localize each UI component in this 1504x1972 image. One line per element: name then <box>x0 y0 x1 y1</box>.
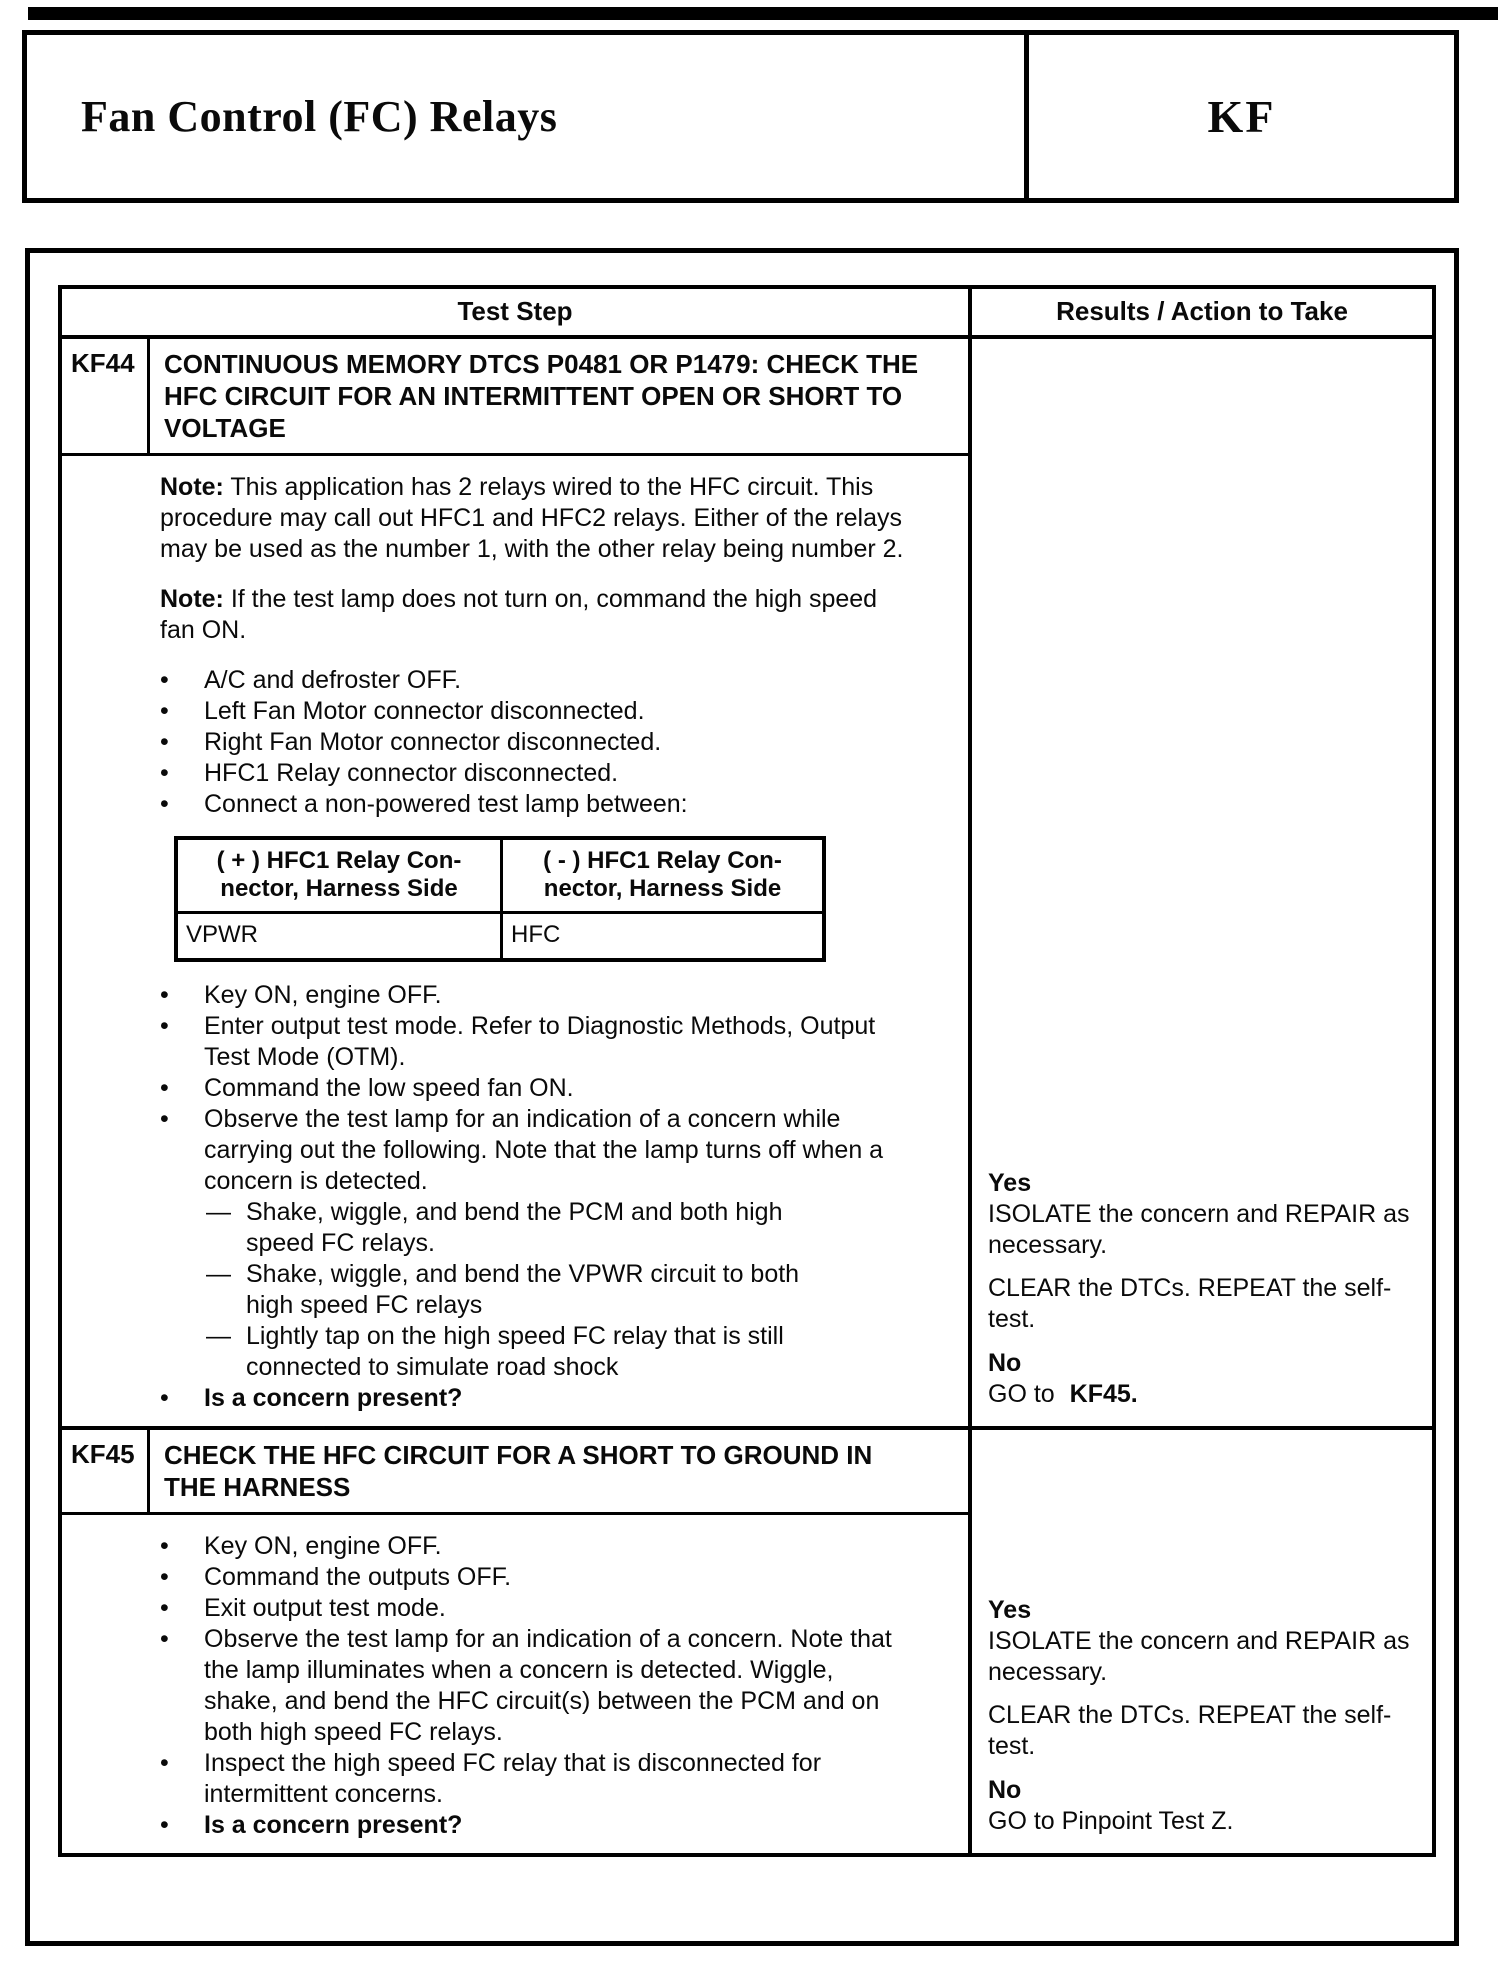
final-question: • Is a concern present? <box>160 1384 463 1412</box>
kf44-test-id: KF44 <box>62 339 150 453</box>
connector-table <box>174 836 826 962</box>
connector-table-header-negative: ( - ) HFC1 Relay Con- nector, Harness Side <box>500 840 822 914</box>
bullet-icon: • <box>160 1105 169 1133</box>
table-header-row <box>62 289 1432 339</box>
test-row-kf44 <box>62 339 1432 1430</box>
kf45-question: CHECK THE HFC CIRCUIT FOR A SHORT TO GROUND IN THE HARNESS <box>164 1440 873 1502</box>
kf45-results-cell <box>968 1430 1432 1853</box>
bullet-icon: • <box>160 1563 169 1591</box>
result-no-label: No <box>988 1776 1022 1804</box>
note-label: Note: <box>160 473 224 501</box>
list-item: • Key ON, engine OFF. <box>160 1532 442 1560</box>
kf44-question-band <box>62 339 968 456</box>
page-header-right <box>1024 35 1454 198</box>
kf44-note-1 <box>160 472 905 565</box>
result-yes-action: CLEAR the DTCs. REPEAT the self-test. <box>988 1274 1392 1333</box>
note-text: This application has 2 relays wired to the HFC circuit. This procedure may call out HFC1 and HFC2 relays. Either of the relays may be used as the number 1, with the other relay being number 2. <box>160 473 904 563</box>
final-question: • Is a concern present? <box>160 1811 463 1839</box>
bullet-icon: • <box>160 1625 169 1653</box>
scan-edge-artifact <box>28 7 1498 20</box>
page-header <box>22 30 1459 203</box>
list-item: • Left Fan Motor connector disconnected. <box>160 697 645 725</box>
list-item: • Observe the test lamp for an indication of a concern. Note that the lamp illuminates when a concern is detected. Wiggle, shake, and bend the HFC circuit(s) between the PCM and on both high speed FC relays. <box>160 1625 892 1746</box>
result-no-action: GO to KF45. <box>988 1380 1138 1408</box>
result-no-label: No <box>988 1349 1022 1377</box>
bullet-icon: • <box>160 666 169 694</box>
kf44-test-step-cell <box>62 339 968 1426</box>
list-item: • Connect a non-powered test lamp between: <box>160 790 688 818</box>
result-yes-action: ISOLATE the concern and REPAIR as necessary. <box>988 1200 1410 1259</box>
page-header-left <box>27 35 1024 198</box>
list-item: • Exit output test mode. <box>160 1594 446 1622</box>
kf45-test-id: KF45 <box>62 1430 150 1512</box>
bullet-icon: • <box>160 1074 169 1102</box>
bullet-icon: • <box>160 1012 169 1040</box>
list-item: • Inspect the high speed FC relay that is disconnected for intermittent concerns. <box>160 1749 822 1808</box>
list-item: • Command the low speed fan ON. <box>160 1074 574 1102</box>
column-header-results: Results / Action to Take <box>968 289 1432 335</box>
list-item: • Command the outputs OFF. <box>160 1563 512 1591</box>
connector-table-header-positive: ( + ) HFC1 Relay Con- nector, Harness Side <box>178 840 500 914</box>
list-item: • Enter output test mode. Refer to Diagnostic Methods, Output Test Mode (OTM). <box>160 1012 876 1071</box>
result-yes-action: ISOLATE the concern and REPAIR as necessary. <box>988 1627 1410 1686</box>
result-yes-label: Yes <box>988 1169 1032 1197</box>
connector-table-value: HFC <box>500 914 822 958</box>
page-title: Fan Control (FC) Relays <box>81 92 558 141</box>
result-no-action: GO to Pinpoint Test Z. <box>988 1807 1234 1835</box>
result-yes-action: CLEAR the DTCs. REPEAT the self-test. <box>988 1701 1392 1760</box>
list-item: • A/C and defroster OFF. <box>160 666 462 694</box>
note-text: If the test lamp does not turn on, command the high speed fan ON. <box>160 585 878 644</box>
kf45-question-band <box>62 1430 968 1515</box>
kf44-procedure <box>62 456 968 1426</box>
bullet-icon: • <box>160 759 169 787</box>
sub-list-item: — Shake, wiggle, and bend the PCM and both high speed FC relays. <box>206 1198 783 1257</box>
kf44-results-cell <box>968 339 1432 1426</box>
content-frame <box>25 248 1459 1946</box>
bullet-icon: • <box>160 1384 169 1412</box>
list-item: • Right Fan Motor connector disconnected. <box>160 728 662 756</box>
result-yes-label: Yes <box>988 1596 1032 1624</box>
bullet-icon: • <box>160 1532 169 1560</box>
list-item: • Observe the test lamp for an indication of a concern while carrying out the following. Note that the lamp turns off when a concern is detected. <box>160 1105 884 1195</box>
bullet-icon: • <box>160 697 169 725</box>
kf45-procedure <box>62 1515 968 1853</box>
dash-icon: — <box>206 1322 231 1350</box>
note-label: Note: <box>160 585 224 613</box>
bullet-icon: • <box>160 981 169 1009</box>
bullet-icon: • <box>160 728 169 756</box>
kf45-test-step-cell <box>62 1430 968 1853</box>
sub-list-item: — Lightly tap on the high speed FC relay that is still connected to simulate road shock <box>206 1322 784 1381</box>
kf44-note-2 <box>160 584 905 646</box>
go-to-reference: KF45. <box>1069 1380 1138 1408</box>
test-row-kf45 <box>62 1430 1432 1853</box>
dash-icon: — <box>206 1260 231 1288</box>
list-item: • HFC1 Relay connector disconnected. <box>160 759 619 787</box>
pinpoint-test-table <box>58 285 1436 1857</box>
bullet-icon: • <box>160 1811 169 1839</box>
section-code: KF <box>1207 91 1276 142</box>
connector-table-value: VPWR <box>186 921 258 948</box>
go-to-reference: Pinpoint Test Z. <box>1061 1807 1234 1835</box>
column-header-test-step: Test Step <box>457 296 573 326</box>
dash-icon: — <box>206 1198 231 1226</box>
kf44-question: CONTINUOUS MEMORY DTCS P0481 OR P1479: CHECK THE HFC CIRCUIT FOR AN INTERMITTENT OPEN OR SHORT TO VOLTAGE <box>164 349 919 443</box>
sub-list-item: — Shake, wiggle, and bend the VPWR circuit to both high speed FC relays <box>206 1260 800 1319</box>
bullet-icon: • <box>160 1749 169 1777</box>
bullet-icon: • <box>160 790 169 818</box>
bullet-icon: • <box>160 1594 169 1622</box>
list-item: • Key ON, engine OFF. <box>160 981 442 1009</box>
